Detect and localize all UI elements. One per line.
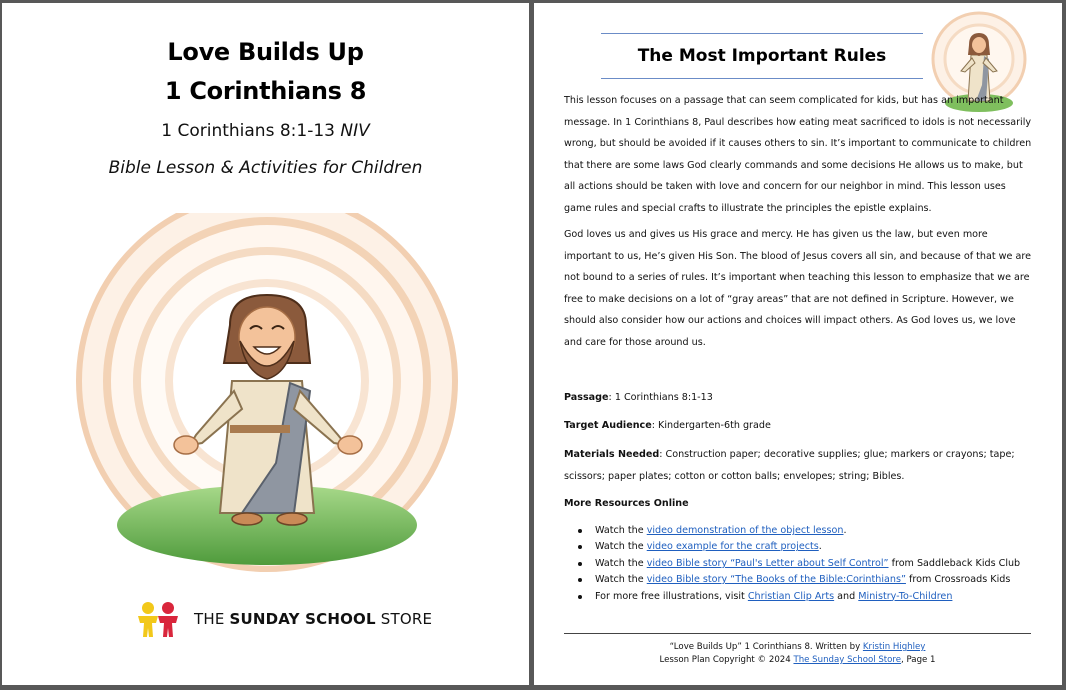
logo-suffix: STORE [375, 610, 433, 628]
materials-info [564, 444, 1034, 487]
list-item [578, 539, 1020, 555]
bible-version: NIV [340, 121, 370, 141]
audience-value: : Kindergarten-6th grade [651, 420, 771, 431]
resource-joiner: and [834, 590, 859, 602]
resource-prefix: Watch the [595, 525, 647, 536]
intro-paragraph-1: This lesson focuses on a passage that can seem complicated for kids, but has an important message. In 1 Corinthians 8, Paul describes how eating meat sacrificed to idols is not necessarily wrong, but should be avoided if it causes others to sin. It’s important to communicate to children that there are some laws God clearly commands and some decisions He allows us to make, but all actions should be taken with love and concern for our neighbor in mind. This lesson uses game rules and special crafts to illustrate the principles the epistle explains. [564, 95, 1032, 214]
craft-video-link[interactable]: video example for the craft projects [646, 541, 819, 553]
lesson-page [534, 3, 1062, 685]
resource-prefix: For more free illustrations, visit [595, 590, 748, 602]
scripture-reference [2, 121, 529, 141]
logo-wordmark [194, 610, 432, 628]
audience-label: Target Audience [564, 420, 652, 431]
cover-page [2, 3, 529, 685]
list-item [578, 556, 1020, 572]
footer-divider [564, 633, 1031, 634]
passage-value: : 1 Corinthians 8:1-13 [608, 392, 713, 403]
passage-info [564, 387, 1034, 409]
cover-description: Bible Lesson & Activities for Children [108, 158, 423, 178]
object-lesson-video-link[interactable]: video demonstration of the object lesson [646, 525, 844, 536]
materials-label: Materials Needed [564, 449, 660, 460]
footer-page: , Page 1 [901, 655, 936, 665]
list-item [578, 589, 1020, 605]
passage-label: Passage [564, 392, 609, 403]
jesus-glow-illustration-icon [62, 213, 472, 573]
resources-heading: More Resources Online [564, 498, 689, 509]
author-link[interactable]: Kristin Highley [862, 642, 926, 652]
resource-suffix: from Crossroads Kids [905, 574, 1011, 586]
footer-credit: “Love Builds Up” 1 Corinthians 8. Written by [669, 642, 863, 652]
ministry-to-children-link[interactable]: Ministry-To-Children [858, 590, 953, 602]
resource-prefix: Watch the [595, 574, 647, 586]
books-of-bible-video-link[interactable]: video Bible story “The Books of the Bible:Corinthians” [646, 574, 906, 586]
footer-copyright: Lesson Plan Copyright © 2024 [659, 655, 794, 665]
logo-bold: SUNDAY SCHOOL [229, 610, 376, 628]
resource-prefix: Watch the [595, 557, 647, 569]
paper-dolls-icon [134, 601, 184, 637]
christian-clip-arts-link[interactable]: Christian Clip Arts [747, 590, 835, 602]
intro-paragraph-2: God loves us and gives us His grace and mercy. He has given us the law, but even more important to us, He’s given His Son. The blood of Jesus covers all sin, and because of that we are not bound to a series of rules. It’s important when teaching this lesson to emphasize that we are free to make decisions on a lot of “gray areas” that are not defined in Scripture. However, we should also consider how our actions and choices will impact others. As God loves us, we love and care for those around us. [564, 229, 1031, 348]
footer-line-2 [564, 655, 1031, 665]
store-link[interactable]: The Sunday School Store [793, 655, 902, 665]
cover-title-line-2: 1 Corinthians 8 [164, 77, 367, 105]
logo-prefix: THE [194, 610, 230, 628]
resource-suffix: . [818, 541, 822, 553]
resources-list [578, 523, 1020, 605]
materials-value: : Construction paper; decorative supplies; glue; markers or crayons; tape; scissors; paper plates; cotton or cotton balls; envelopes; string; Bibles. [564, 449, 1015, 482]
pauls-letter-video-link[interactable]: video Bible story “Paul's Letter about Self Control” [646, 557, 889, 569]
resource-suffix: . [843, 525, 847, 536]
cover-title-line-1: Love Builds Up [167, 38, 364, 66]
list-item [578, 523, 1020, 539]
resource-prefix: Watch the [595, 541, 647, 553]
footer-line-1 [564, 642, 1031, 652]
audience-info [564, 415, 1034, 437]
lesson-heading: The Most Important Rules [601, 33, 923, 79]
sunday-school-store-logo [134, 599, 432, 639]
scripture-ref-text: 1 Corinthians 8:1-13 [161, 121, 335, 141]
list-item [578, 572, 1020, 588]
resource-suffix: from Saddleback Kids Club [888, 557, 1021, 569]
